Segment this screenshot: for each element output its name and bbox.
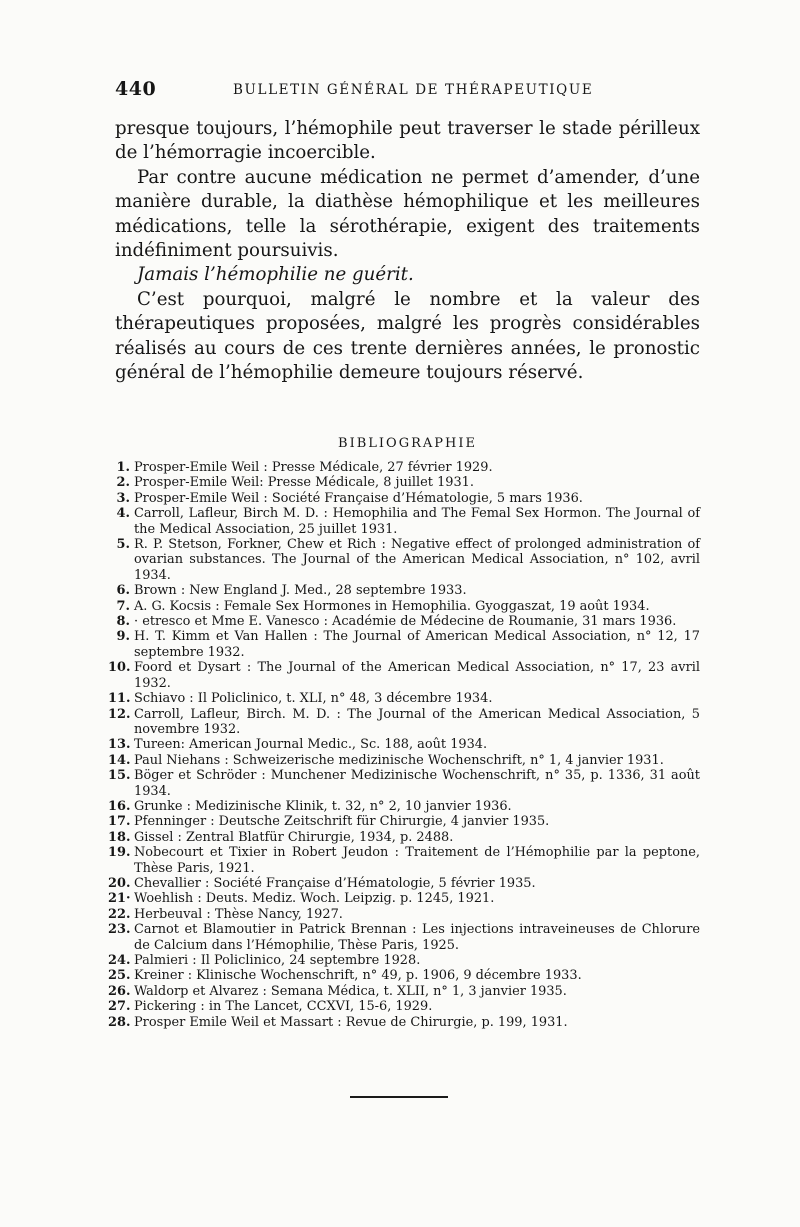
entry-number: 21· [108,891,131,907]
entry-number: 14. [108,752,131,768]
bibliography-title: BIBLIOGRAPHIE [338,436,477,451]
entry-number: 10. [108,660,131,676]
entry-text: · etresco et Mme E. Vanesco : Académie de Médecine de Roumanie, 31 mars 1936. [134,614,677,630]
bibliography-entry [108,799,700,814]
bibliography-entry [108,876,700,891]
entry-text: Prosper-Emile Weil : Société Française d’Hématologie, 5 mars 1936. [134,490,583,506]
paragraph: presque toujours, l’hémophile peut traverser le stade périlleux de l’hémorragie incoercible. [115,118,700,164]
bibliography-entry [108,753,700,768]
bibliography-entry [108,660,700,691]
bibliography-entry [108,537,700,583]
entry-text: Grunke : Medizinische Klinik, t. 32, n° 2, 10 janvier 1936. [134,798,512,814]
entry-text: Tureen: American Journal Medic., Sc. 188, août 1934. [134,737,488,753]
entry-text: A. G. Kocsis : Female Sex Hormones in Hemophilia. Gyoggaszat, 19 août 1934. [134,598,650,614]
entry-text: Pfenninger : Deutsche Zeitschrift für Chirurgie, 4 janvier 1935. [134,814,550,830]
paragraph-italic: Jamais l’hémophilie ne guérit. [137,264,414,286]
entry-number: 4. [116,506,130,522]
bibliography-entry [108,629,700,660]
entry-text: Böger et Schröder : Munchener Medizinische Wochenschrift, n° 35, p. 1336, 31 août 1934. [134,768,700,799]
journal-title: BULLETIN GÉNÉRAL DE THÉRAPEUTIQUE [233,82,594,98]
entry-text: Carroll, Lafleur, Birch. M. D. : The Journal of the American Medical Association, 5 novembre 1932. [134,706,700,737]
end-rule [350,1096,448,1098]
entry-text: Nobecourt et Tixier in Robert Jeudon : Traitement de l’Hémophilie par la peptone, Thèse Paris, 1921. [134,845,700,876]
entry-text: H. T. Kimm et Van Hallen : The Journal of American Medical Association, n° 12, 17 septembre 1932. [134,629,700,660]
entry-text: Prosper Emile Weil et Massart : Revue de Chirurgie, p. 199, 1931. [134,1014,568,1030]
entry-number: 13. [108,737,131,753]
entry-number: 9. [116,629,130,645]
bibliography-entry [108,830,700,845]
bibliography-entry [108,845,700,876]
entry-text: Carroll, Lafleur, Birch M. D. : Hemophilia and The Femal Sex Hormon. The Journal of the Medical Association, 25 juillet 1931. [134,506,700,537]
bibliography-entry [108,984,700,999]
entry-number: 3. [116,490,130,506]
entry-text: Pickering : in The Lancet, CCXVI, 15-6, 1929. [134,999,433,1015]
entry-number: 20. [108,875,131,891]
entry-number: 8. [116,614,130,630]
entry-text: Waldorp et Alvarez : Semana Médica, t. XLII, n° 1, 3 janvier 1935. [134,983,567,999]
entry-number: 1. [116,460,130,475]
entry-number: 25. [108,968,131,984]
entry-text: Herbeuval : Thèse Nancy, 1927. [134,906,343,922]
bibliography-entry [108,707,700,738]
entry-text: Palmieri : Il Policlinico, 24 septembre 1928. [134,953,421,968]
body-text [115,117,700,385]
entry-text: Paul Niehans : Schweizerische medizinische Wochenschrift, n° 1, 4 janvier 1931. [134,752,664,768]
entry-number: 2. [116,475,130,491]
entry-number: 5. [116,537,130,553]
entry-text: Gissel : Zentral Blatfür Chirurgie, 1934, p. 2488. [134,829,454,845]
entry-number: 7. [116,598,130,614]
bibliography-entry [108,953,700,968]
bibliography-entry [108,891,700,906]
bibliography-list [108,460,700,1030]
bibliography-entry [108,475,700,490]
bibliography-entry [108,999,700,1014]
entry-text: Prosper-Emile Weil: Presse Médicale, 8 juillet 1931. [134,475,474,491]
bibliography-entry [108,614,700,629]
entry-number: 12. [108,706,131,722]
entry-number: 17. [108,814,131,830]
bibliography-entry [108,922,700,953]
entry-text: Carnot et Blamoutier in Patrick Brennan : Les injections intraveineuses de Chlorure de Calcium dans l’Hémophilie, Thèse Paris, 1925. [134,922,700,953]
bibliography-entry [108,968,700,983]
entry-text: Woehlish : Deuts. Mediz. Woch. Leipzig. p. 1245, 1921. [134,891,495,907]
bibliography-entry [108,737,700,752]
entry-number: 24. [108,953,131,968]
entry-text: Kreiner : Klinische Wochenschrift, n° 49, p. 1906, 9 décembre 1933. [134,968,582,984]
bibliography-entry [108,460,700,475]
bibliography-entry [108,506,700,537]
entry-number: 18. [108,829,131,845]
bibliography-entry [108,691,700,706]
entry-number: 27. [108,999,131,1015]
entry-number: 23. [108,922,131,938]
entry-text: Chevallier : Société Française d’Hématologie, 5 février 1935. [134,875,536,891]
entry-number: 22. [108,906,131,922]
entry-number: 6. [116,583,130,599]
paragraph: Par contre aucune médication ne permet d’amender, d’une manière durable, la diathèse hémophilique et les meilleures médications, telle la sérothérapie, exigent des traitements indéfiniment poursuivis. [115,166,700,262]
entry-text: Schiavo : Il Policlinico, t. XLI, n° 48, 3 décembre 1934. [134,691,493,707]
paragraph: C’est pourquoi, malgré le nombre et la valeur des thérapeutiques proposées, malgré les progrès considérables réalisés au cours de ces trente dernières années, le pronostic général de l’hémophilie demeure toujours réservé. [115,288,700,384]
entry-text: Brown : New England J. Med., 28 septembre 1933. [134,583,467,599]
bibliography-entry [108,599,700,614]
entry-number: 26. [108,983,131,999]
bibliography-entry [108,768,700,799]
bibliography-entry [108,814,700,829]
entry-number: 15. [108,768,131,784]
running-head [115,78,700,102]
entry-text: Prosper-Emile Weil : Presse Médicale, 27 février 1929. [134,460,493,475]
entry-number: 11. [108,691,131,707]
bibliography-entry [108,907,700,922]
bibliography-entry [108,583,700,598]
bibliography-entry [108,491,700,506]
page-number: 440 [115,78,157,100]
entry-text: Foord et Dysart : The Journal of the American Medical Association, n° 17, 23 avril 1932. [134,660,700,691]
bibliography-entry [108,1015,700,1030]
entry-text: R. P. Stetson, Forkner, Chew et Rich : Negative effect of prolonged administration of ovarian substances. The Journal of the American Medical Association, n° 102, avril 1934. [134,537,700,583]
entry-number: 28. [108,1014,131,1030]
entry-number: 16. [108,798,131,814]
entry-number: 19. [108,845,131,861]
